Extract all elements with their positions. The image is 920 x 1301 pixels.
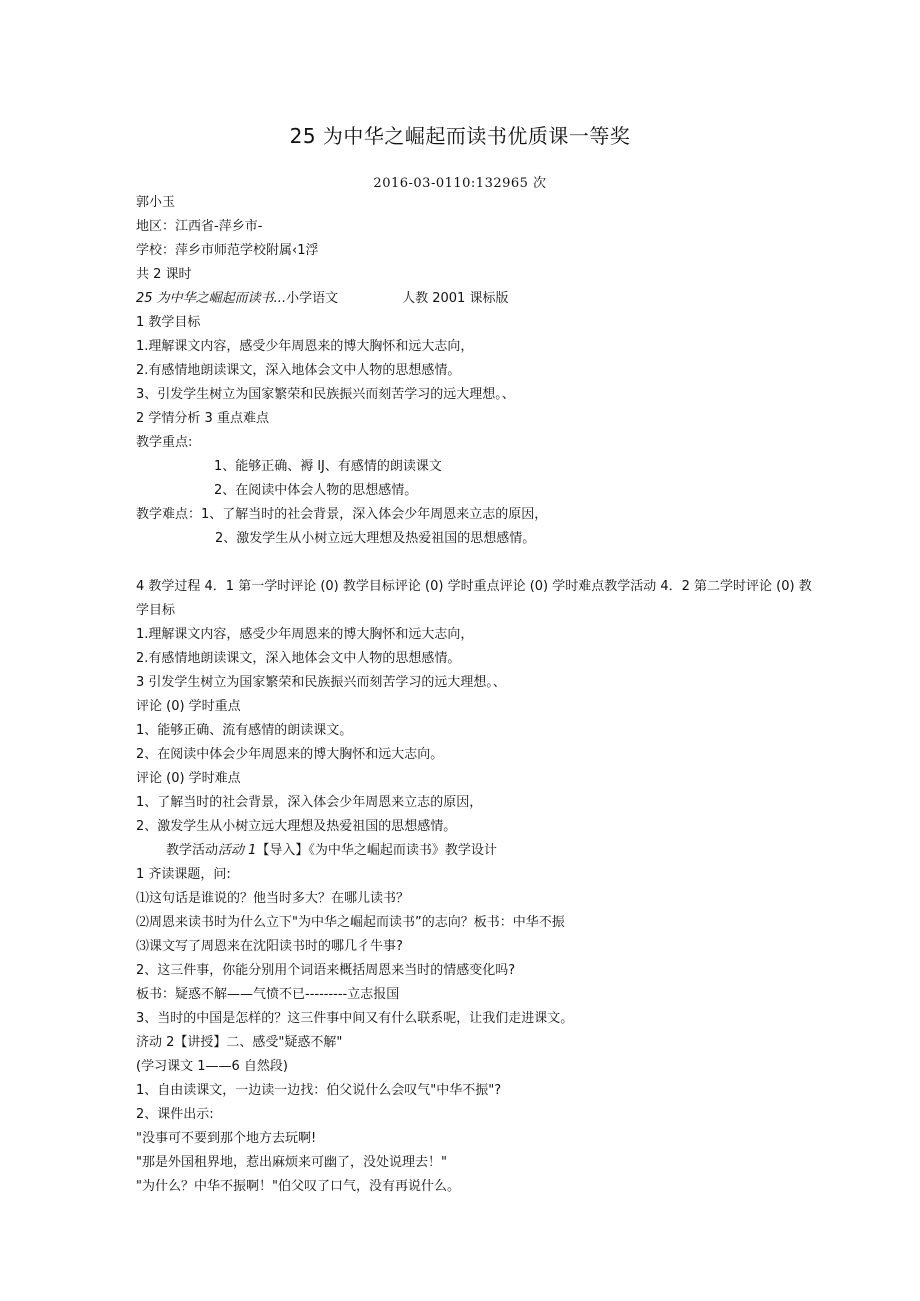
objective-item: 1.理解课文内容，感受少年周恩来的博大胸怀和远大志向， [136, 627, 474, 642]
course-subject: 小学语文 [286, 291, 339, 306]
focus-item: 2、在阅读中体会少年周恩来的博大胸怀和远大志向。 [136, 747, 444, 762]
activity-line: 济动 2【讲授】二、感受"疑惑不解" [136, 1035, 343, 1050]
hours-line: 共 2 课时 [136, 267, 192, 282]
author-name: 郭小玉 [136, 195, 176, 210]
course-edition: 人教 2001 课标版 [402, 291, 509, 306]
activity-line: "为什么？中华不振啊！"伯父叹了口气，没有再说什么。 [136, 1179, 460, 1194]
focus-label: 教学重点: [136, 435, 193, 450]
difficulty-item: 1、了解当时的社会背景，深入体会少年周恩来立志的原因， [136, 795, 483, 810]
process-heading-cont: 学目标 [136, 603, 176, 618]
activity-line: "那是外国租界地，惹出麻烦来可幽了，没处说理去！" [136, 1155, 447, 1170]
difficulty-line: 教学难点：1、了解当时的社会背景，深入体会少年周恩来立志的原因， [136, 507, 548, 522]
focus-item: 1、能够正确、流有感情的朗读课文。 [136, 723, 353, 738]
school-line: 学校：萍乡市师范学校附属‹1浮 [136, 243, 319, 258]
objective-item: 2.有感情地朗读课文，深入地体会文中人物的思想感情。 [136, 363, 461, 378]
activity-number: 活动 1 [218, 843, 257, 858]
focus-item: 2、在阅读中体会人物的思想感情。 [214, 483, 418, 498]
activity-line: ⑴这句话是谁说的？他当时多大？在哪儿读书？ [136, 891, 410, 906]
activity-line: ⑶课文写了周恩来在沈阳读书时的哪几彳牛事? [136, 939, 403, 954]
focus-item: 1、能够正确、褥 lJ、有感情的朗读课文 [214, 459, 442, 474]
activity-line: 3、当时的中国是怎样的？这三件事中间又有什么联系呢，让我们走进课文。 [136, 1011, 574, 1026]
activity-title: 【导入】《为中华之崛起而读书》教学设计 [256, 843, 497, 858]
activity-line: 2、课件出示: [136, 1107, 214, 1122]
activity-heading [166, 842, 497, 860]
document-title: 25 为中华之崛起而读书优质课一等奖 [289, 124, 631, 148]
review-focus-heading: 评论 (0) 学时重点 [136, 699, 241, 714]
activity-prefix: 教学活动 [166, 843, 219, 858]
activity-line: (学习课文 1——6 自然段) [136, 1059, 288, 1074]
review-difficulty-heading: 评论 (0) 学时难点 [136, 771, 241, 786]
course-title: 25 为中华之崛起而读书... [136, 291, 287, 306]
activity-line: 1、自由读课文，一边读一边找：伯父说什么会叹气"中华不振"? [136, 1083, 502, 1098]
activity-line: 1 齐读课题，问: [136, 867, 231, 882]
activity-line: ⑵周恩来读书时为什么立下"为中华之崛起而读书”的志向？板书：中华不振 [136, 915, 565, 930]
region-line: 地区：江西省-萍乡市- [136, 219, 263, 234]
process-heading: 4 教学过程 4．1 第一学时评论 (0) 教学目标评论 (0) 学时重点评论 (0) 学时难点教学活动 4．2 第二学时评论 (0) 教 [136, 579, 812, 594]
publish-meta: 2016-03-0110:132965 次 [373, 176, 547, 191]
difficulty-item: 2、激发学生从小树立远大理想及热爱祖国的思想感情。 [136, 819, 457, 834]
objective-item: 3、引发学生树立为国家繁荣和民族振兴而刻苦学习的远大理想。、 [136, 387, 515, 402]
objective-item: 3 引发学生树立为国家繁荣和民族振兴而刻苦学习的远大理想。、 [136, 675, 506, 690]
difficulty-item: 2、激发学生从小树立远大理想及热爱祖国的思想感情。 [215, 531, 536, 546]
activity-line: 板书：疑惑不解——气愤不已---------立志报国 [136, 987, 400, 1002]
activity-line: 2、这三件事，你能分别用个词语来概括周恩来当时的情感变化吗? [136, 963, 516, 978]
objective-item: 1.理解课文内容，感受少年周恩来的博大胸怀和远大志向， [136, 339, 474, 354]
objective-item: 2.有感情地朗读课文，深入地体会文中人物的思想感情。 [136, 651, 461, 666]
section-heading: 1 教学目标 [136, 315, 201, 330]
activity-line: "没事可不要到那个地方去玩啊! [136, 1131, 317, 1146]
course-info-line [136, 290, 508, 308]
section-heading: 2 学情分析 3 重点难点 [136, 411, 269, 426]
